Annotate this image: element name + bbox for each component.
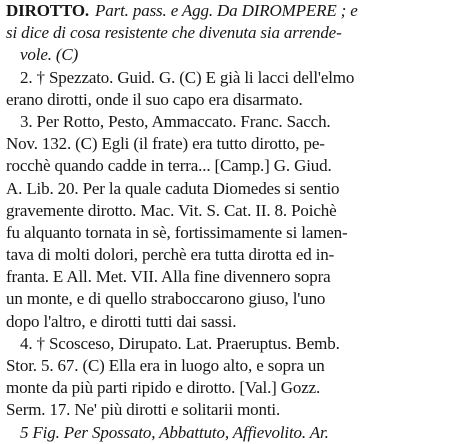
sense-5: 5 Fig. Per Spossato, Abbattuto, Affievolito. Ar. <box>20 422 329 442</box>
entry-line: vole. (C) <box>20 45 79 65</box>
entry-line: tava di molti dolori, perchè era tutta dirotta ed in- <box>6 245 335 265</box>
headword: DIROTTO. <box>6 1 90 20</box>
entry-line: Stor. 5. 67. (C) Ella era in luogo alto, e sopra un <box>6 356 325 375</box>
sense-2: 2. † Spezzato. Guid. G. (C) E già li lacci dell'elmo <box>20 67 355 87</box>
entry-line: rocchè quando cadde in terra... [Camp.] G. Giud. <box>6 156 332 176</box>
entry-line: si dice di cosa resistente che divenuta sia arrende- <box>6 23 342 43</box>
entry-line: monte da più parti ripido e dirotto. [Val.] Gozz. <box>6 378 321 398</box>
entry-line: fu alquanto tornata in sè, fortissimamente si lamen- <box>6 222 348 242</box>
entry-line: Nov. 132. (C) Egli (il frate) era tutto dirotto, pe- <box>6 134 325 154</box>
entry-line <box>6 0 466 22</box>
entry-line: un monte, e di quello straboccarono giuso, l'uno <box>6 289 326 309</box>
sense-3: 3. Per Rotto, Pesto, Ammaccato. Franc. Sacch. <box>20 111 331 131</box>
entry-line: dopo l'altro, e dirotti tutti dai sassi. <box>6 311 237 331</box>
entry-line: A. Lib. 20. Per la quale caduta Diomedes si sentio <box>6 178 340 198</box>
entry-line: Serm. 17. Ne' più dirotti e solitarii monti. <box>6 400 281 420</box>
dictionary-page <box>6 0 466 442</box>
entry-line: gravemente dirotto. Mac. Vit. S. Cat. II. 8. Poichè <box>6 200 337 220</box>
entry-line: erano dirotti, onde il suo capo era disarmato. <box>6 89 303 109</box>
entry-text: Part. pass. e Agg. Da DIROMPERE ; e <box>95 1 358 20</box>
sense-4: 4. † Scosceso, Dirupato. Lat. Praeruptus. Bemb. <box>20 333 340 353</box>
entry-line: franta. E All. Met. VII. Alla fine divennero sopra <box>6 267 331 287</box>
